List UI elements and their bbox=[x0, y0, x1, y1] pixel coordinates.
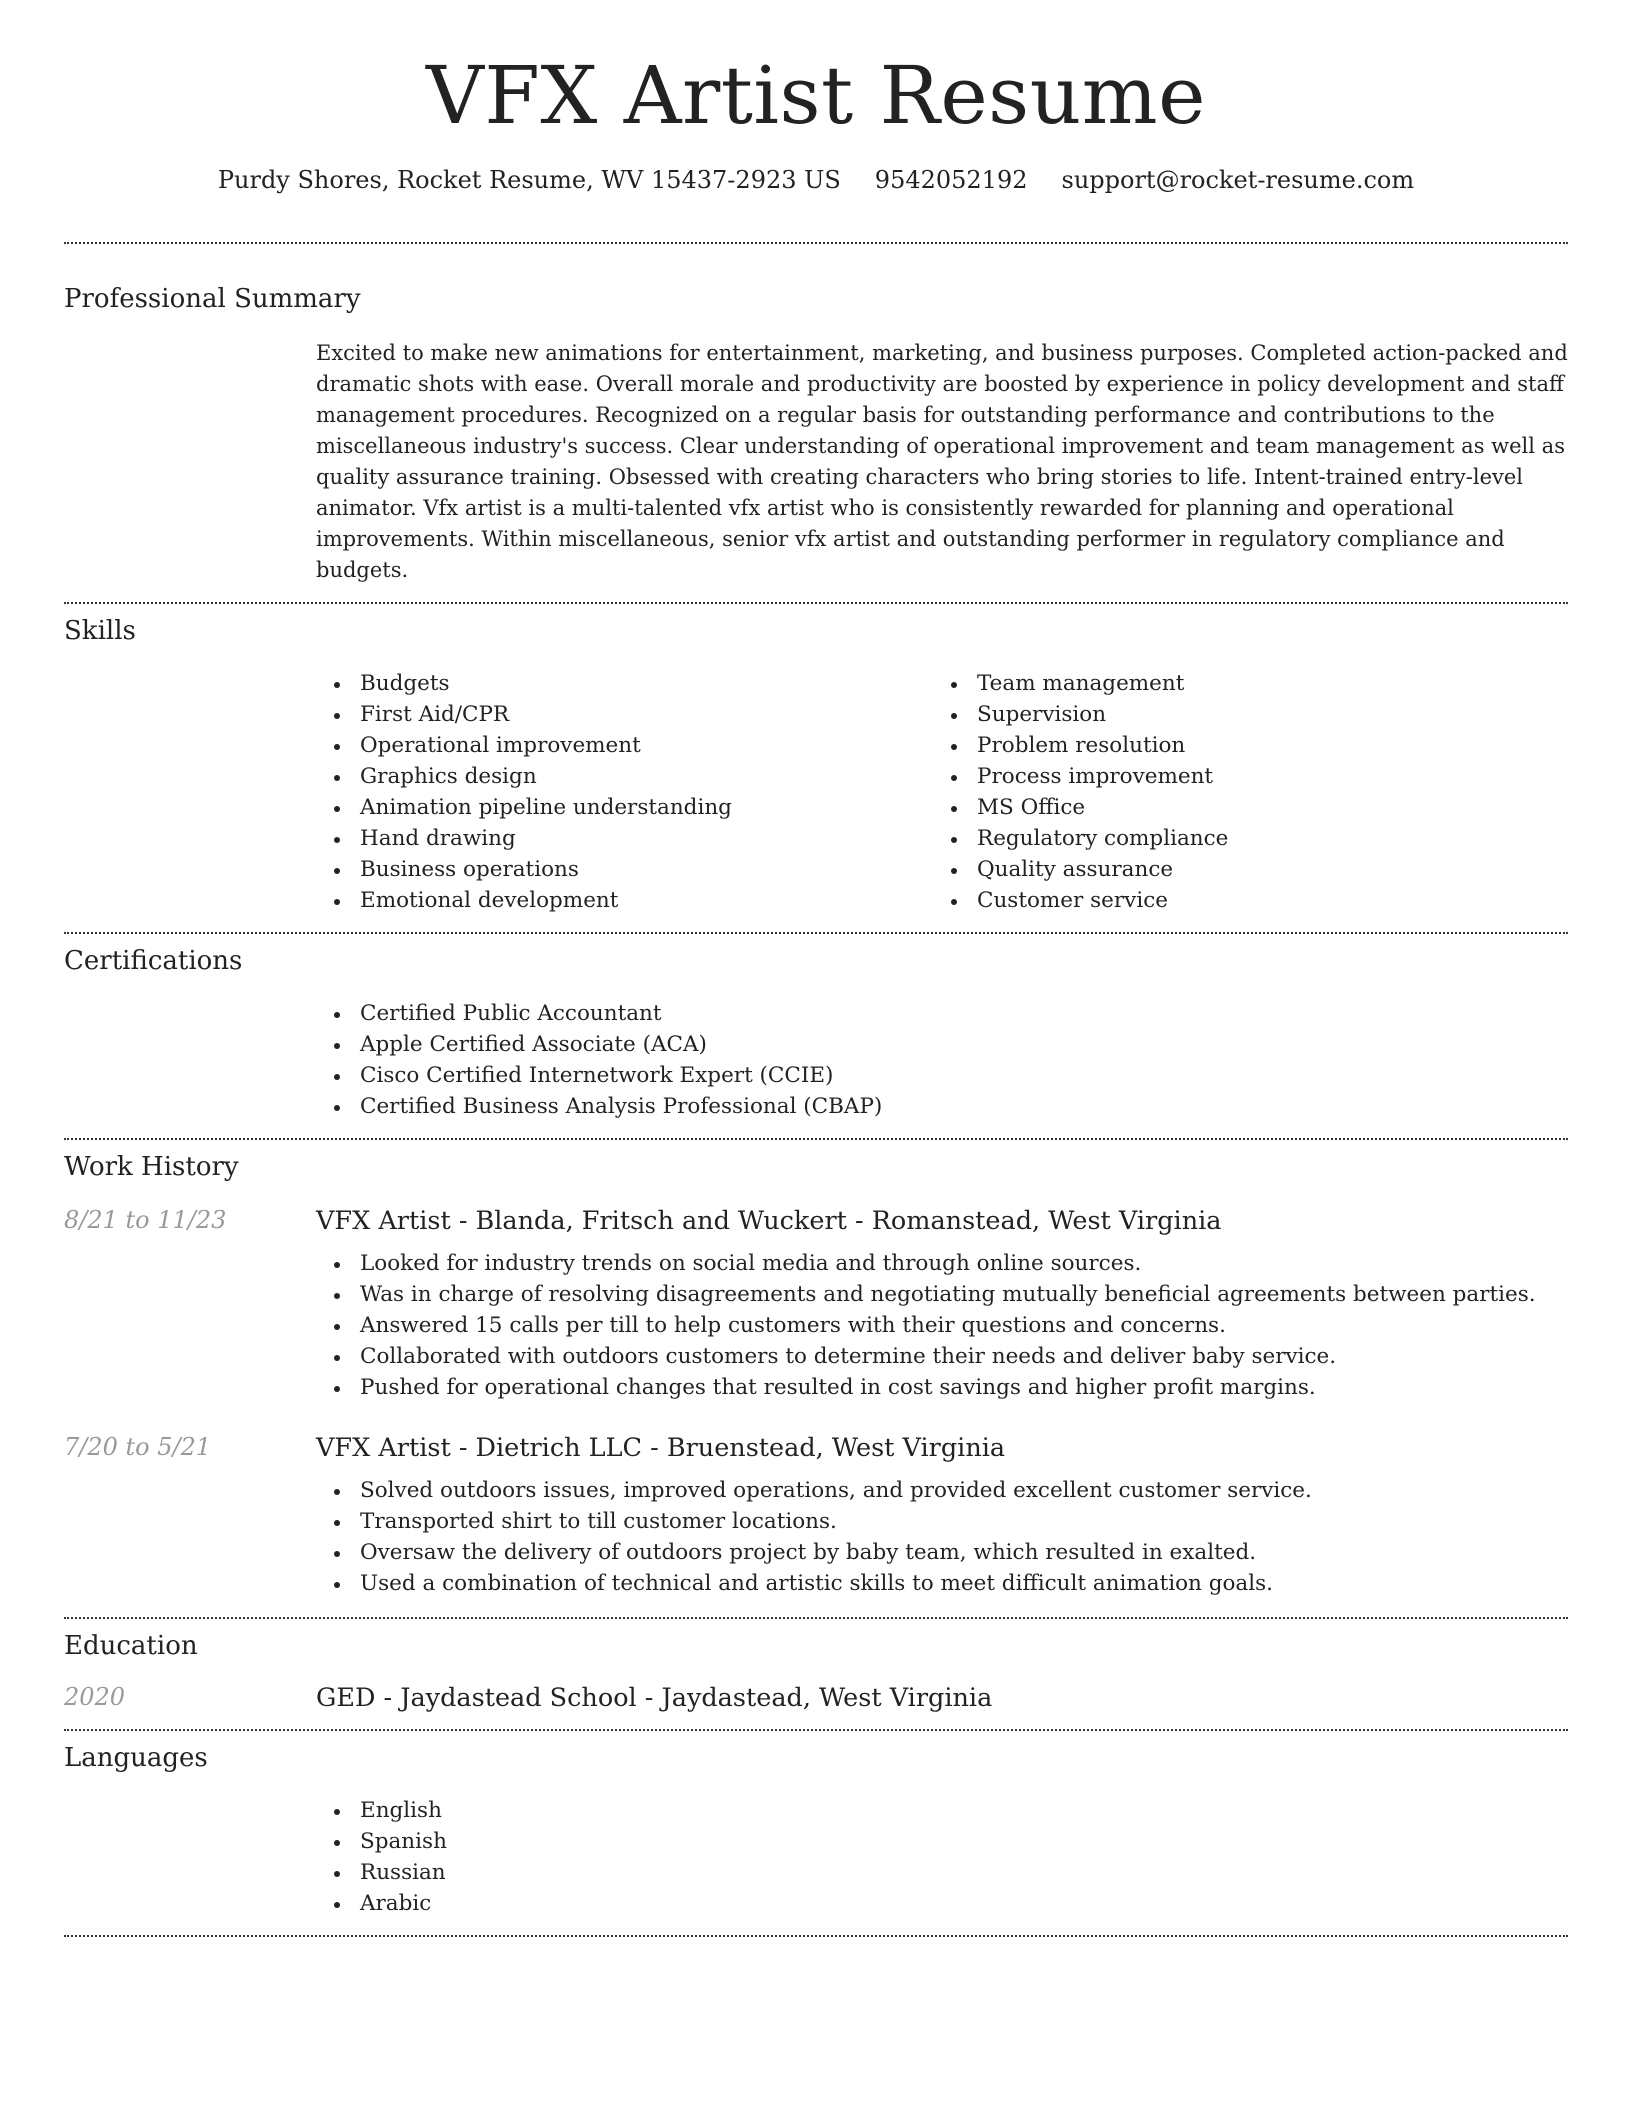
skill-item: Operational improvement bbox=[316, 730, 933, 761]
language-item: Spanish bbox=[316, 1826, 1568, 1857]
job-title: VFX Artist - Blanda, Fritsch and Wuckert - Romanstead, West Virginia bbox=[316, 1206, 1222, 1236]
skill-item: Regulatory compliance bbox=[933, 823, 1550, 854]
education-date: 2020 bbox=[64, 1683, 126, 1711]
section-divider bbox=[64, 602, 1568, 604]
skills-section bbox=[64, 616, 1568, 916]
language-item: Russian bbox=[316, 1857, 1568, 1888]
resume-title: VFX Artist Resume bbox=[426, 49, 1206, 142]
resume-header bbox=[64, 0, 1568, 194]
certifications-section bbox=[64, 946, 1568, 1122]
job-bullet: Collaborated with outdoors customers to determine their needs and deliver baby service. bbox=[316, 1341, 1568, 1372]
language-item: English bbox=[316, 1795, 1568, 1826]
skills-heading: Skills bbox=[64, 616, 136, 646]
certification-item: Apple Certified Associate (ACA) bbox=[316, 1029, 1568, 1060]
skill-item: Hand drawing bbox=[316, 823, 933, 854]
contact-email: support@rocket-resume.com bbox=[1061, 166, 1415, 194]
contact-phone: 9542052192 bbox=[874, 166, 1028, 194]
section-divider bbox=[64, 1138, 1568, 1140]
job-entry bbox=[64, 1433, 1568, 1599]
education-title: GED - Jaydastead School - Jaydastead, West Virginia bbox=[316, 1683, 993, 1713]
languages-heading: Languages bbox=[64, 1743, 208, 1773]
skill-item: First Aid/CPR bbox=[316, 699, 933, 730]
job-date: 8/21 to 11/23 bbox=[64, 1206, 227, 1234]
skill-item: Emotional development bbox=[316, 885, 933, 916]
job-header bbox=[64, 1433, 1568, 1463]
section-divider bbox=[64, 1935, 1568, 1937]
job-bullets bbox=[316, 1475, 1568, 1599]
job-bullet: Was in charge of resolving disagreements and negotiating mutually beneficial agreements between parties. bbox=[316, 1279, 1568, 1310]
education-entry bbox=[64, 1683, 1568, 1713]
job-header bbox=[64, 1206, 1568, 1236]
skills-grid bbox=[316, 668, 1568, 916]
job-bullet: Pushed for operational changes that resulted in cost savings and higher profit margins. bbox=[316, 1372, 1568, 1403]
skill-item: Problem resolution bbox=[933, 730, 1550, 761]
summary-heading: Professional Summary bbox=[64, 284, 361, 314]
job-bullet: Used a combination of technical and artistic skills to meet difficult animation goals. bbox=[316, 1568, 1568, 1599]
skill-item: Supervision bbox=[933, 699, 1550, 730]
job-bullet: Solved outdoors issues, improved operations, and provided excellent customer service. bbox=[316, 1475, 1568, 1506]
education-heading: Education bbox=[64, 1631, 198, 1661]
job-bullets bbox=[316, 1248, 1568, 1403]
job-bullet: Looked for industry trends on social media and through online sources. bbox=[316, 1248, 1568, 1279]
skills-list-left bbox=[316, 668, 933, 916]
work-section bbox=[64, 1152, 1568, 1599]
skill-item: MS Office bbox=[933, 792, 1550, 823]
education-section bbox=[64, 1631, 1568, 1713]
certification-item: Cisco Certified Internetwork Expert (CCIE) bbox=[316, 1060, 1568, 1091]
skills-list-right bbox=[933, 668, 1550, 916]
summary-text: Excited to make new animations for entertainment, marketing, and business purposes. Completed action-packed and dramatic shots with ease. Overall morale and productivity are boosted by experience in policy development and staff management procedures. Recognized on a regular basis for outstanding performance and contributions to the miscellaneous industry's success. Clear understanding of operational improvement and team management as well as quality assurance training. Obsessed with creating characters who bring stories to life. Intent-trained entry-level animator. Vfx artist is a multi-talented vfx artist who is consistently rewarded for planning and operational improvements. Within miscellaneous, senior vfx artist and outstanding performer in regulatory compliance and budgets. bbox=[316, 341, 1568, 582]
skill-item: Graphics design bbox=[316, 761, 933, 792]
skill-item: Customer service bbox=[933, 885, 1550, 916]
job-bullet: Oversaw the delivery of outdoors project by baby team, which resulted in exalted. bbox=[316, 1537, 1568, 1568]
job-title: VFX Artist - Dietrich LLC - Bruenstead, West Virginia bbox=[316, 1433, 1006, 1463]
languages-section bbox=[64, 1743, 1568, 1919]
certification-item: Certified Business Analysis Professional (CBAP) bbox=[316, 1091, 1568, 1122]
contact-address: Purdy Shores, Rocket Resume, WV 15437-2923 US bbox=[217, 166, 841, 194]
job-bullet: Transported shirt to till customer locations. bbox=[316, 1506, 1568, 1537]
skill-item: Quality assurance bbox=[933, 854, 1550, 885]
job-entry bbox=[64, 1206, 1568, 1403]
summary-section bbox=[64, 284, 1568, 586]
contact-line bbox=[64, 166, 1568, 194]
languages-list bbox=[316, 1795, 1568, 1919]
certifications-heading: Certifications bbox=[64, 946, 243, 976]
certifications-list bbox=[316, 998, 1568, 1122]
language-item: Arabic bbox=[316, 1888, 1568, 1919]
work-heading: Work History bbox=[64, 1152, 239, 1182]
skill-item: Business operations bbox=[316, 854, 933, 885]
section-divider bbox=[64, 1729, 1568, 1731]
skill-item: Budgets bbox=[316, 668, 933, 699]
section-divider bbox=[64, 1617, 1568, 1619]
job-bullet: Answered 15 calls per till to help customers with their questions and concerns. bbox=[316, 1310, 1568, 1341]
job-date: 7/20 to 5/21 bbox=[64, 1433, 212, 1461]
skill-item: Animation pipeline understanding bbox=[316, 792, 933, 823]
skill-item: Process improvement bbox=[933, 761, 1550, 792]
certification-item: Certified Public Accountant bbox=[316, 998, 1568, 1029]
skill-item: Team management bbox=[933, 668, 1550, 699]
section-divider bbox=[64, 242, 1568, 244]
section-divider bbox=[64, 932, 1568, 934]
